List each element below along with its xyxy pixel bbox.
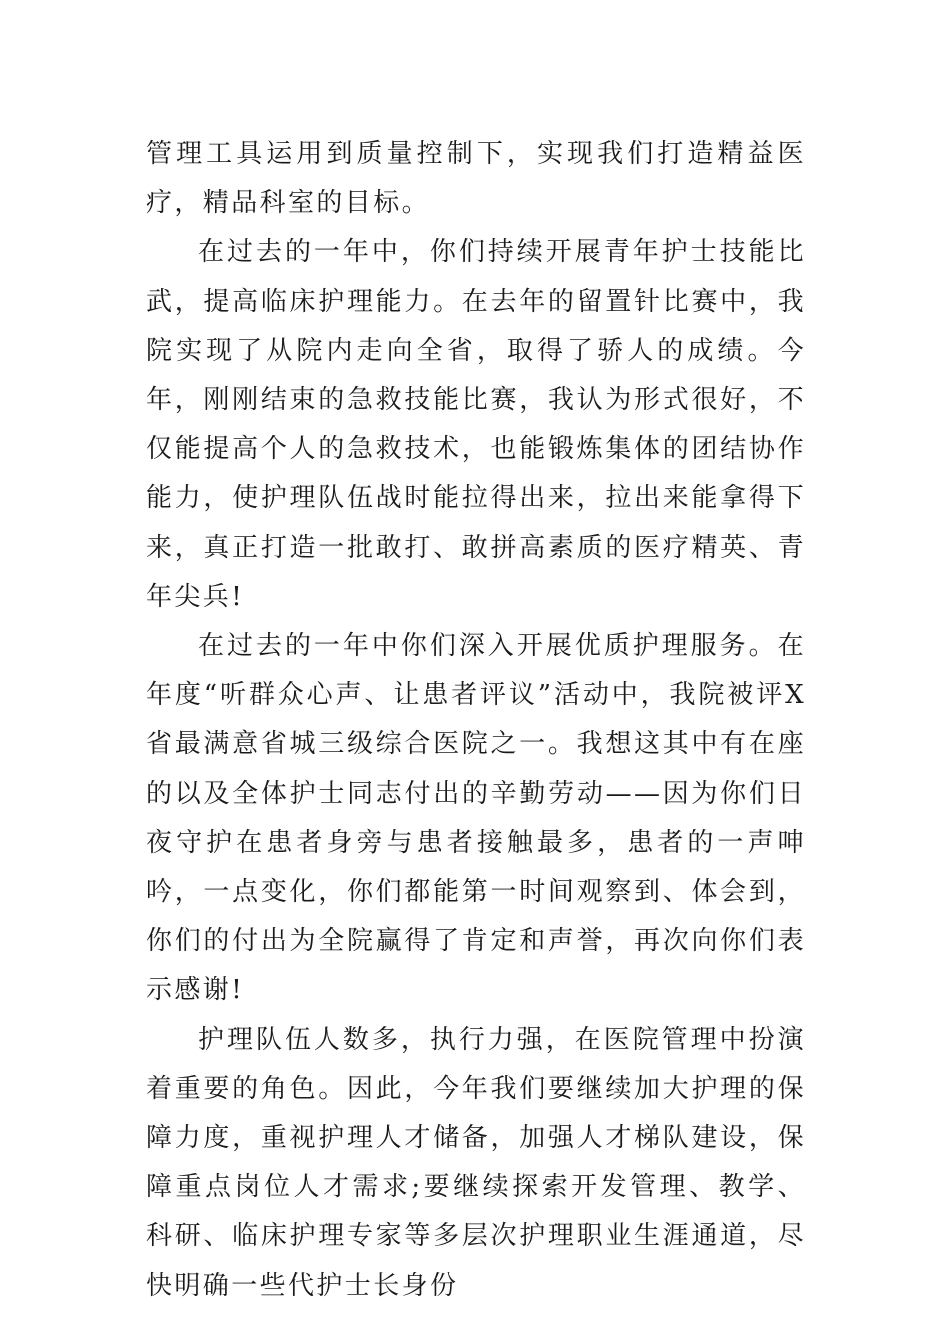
paragraph-1: 管理工具运用到质量控制下，实现我们打造精益医疗，精品科室的目标。 bbox=[146, 139, 806, 219]
paragraph-4: 护理队伍人数多，执行力强，在医院管理中扮演着重要的角色。因此，今年我们要继续加大护理的保障力度，重视护理人才储备，加强人才梯队建设，保障重点岗位人才需求;要继续探索开发管理、教学、科研、临床护理专家等多层次护理职业生涯通道，尽快明确一些代护士长身份 bbox=[146, 1024, 806, 1301]
paragraph-2: 在过去的一年中，你们持续开展青年护士技能比武，提高临床护理能力。在去年的留置针比赛中，我院实现了从院内走向全省，取得了骄人的成绩。今年，刚刚结束的急救技能比赛，我认为形式很好，不仅能提高个人的急救技术，也能锻炼集体的团结协作能力，使护理队伍战时能拉得出来，拉出来能拿得下来，真正打造一批敢打、敢拼高素质的医疗精英、青年尖兵! bbox=[146, 237, 806, 612]
document-body bbox=[146, 130, 806, 1311]
paragraph-3: 在过去的一年中你们深入开展优质护理服务。在年度“听群众心声、让患者评议”活动中，我院被评X省最满意省城三级综合医院之一。我想这其中有在座的以及全体护士同志付出的辛勤劳动——因为你们日夜守护在患者身旁与患者接触最多，患者的一声呻吟，一点变化，你们都能第一时间观察到、体会到，你们的付出为全院赢得了肯定和声誉，再次向你们表示感谢! bbox=[146, 631, 806, 1006]
